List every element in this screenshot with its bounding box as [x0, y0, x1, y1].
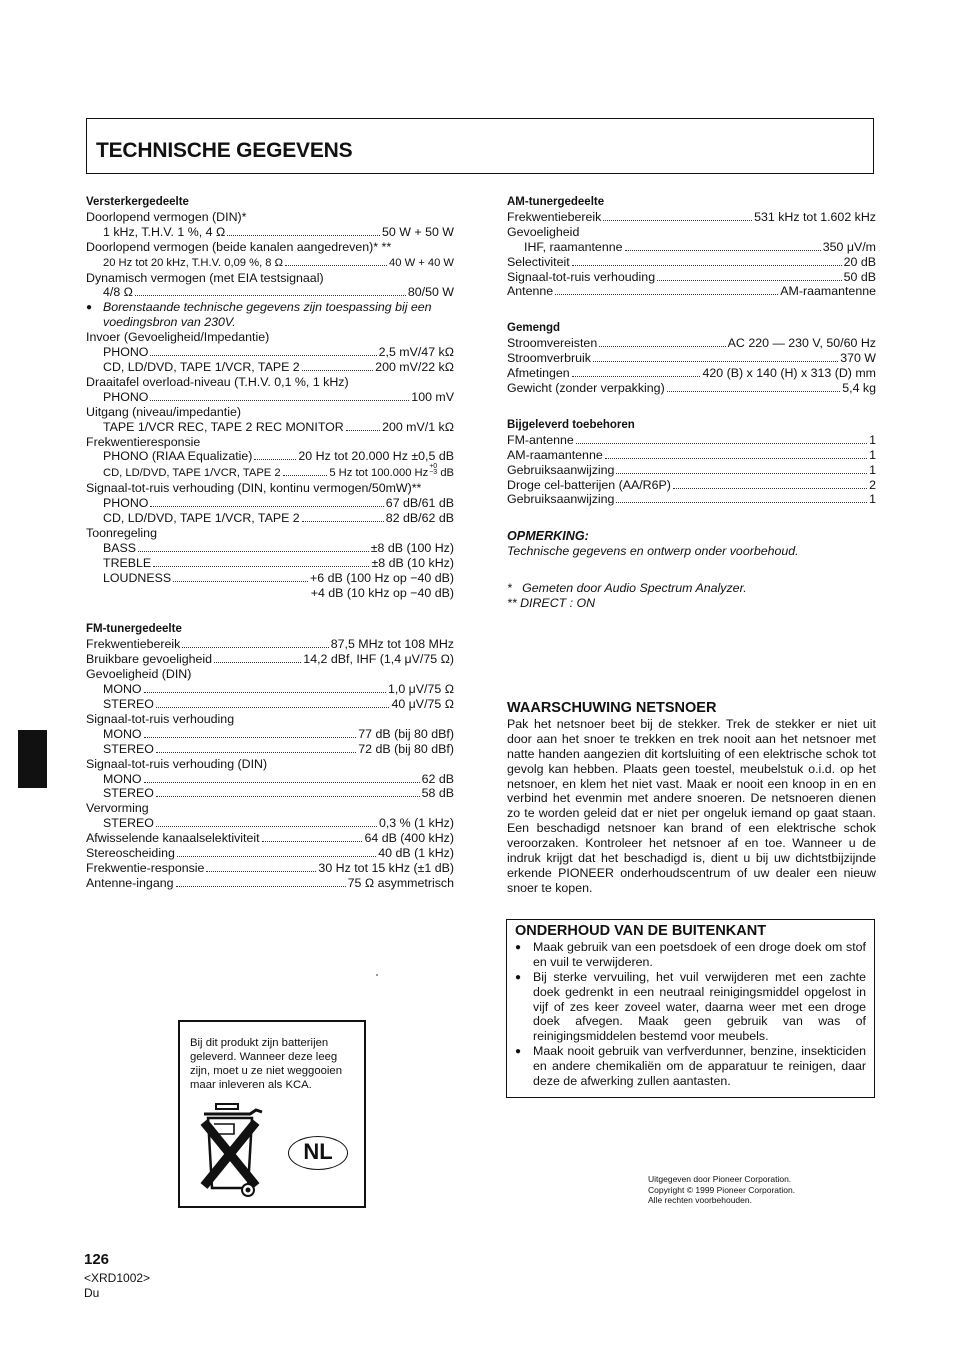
- bullet-icon: ●: [86, 302, 93, 314]
- spec-row: [86, 846, 454, 861]
- battery-disposal-box: [178, 1020, 366, 1208]
- maintenance-box: [506, 919, 875, 1098]
- spec-group-label: Signaal-tot-ruis verhouding (DIN): [86, 756, 268, 771]
- spec-row: [86, 697, 454, 712]
- spec-row: [507, 284, 876, 299]
- spec-group-label: Invoer (Gevoeligheid/Impedantie): [86, 330, 270, 345]
- spec-value: ±8 dB (100 Hz): [370, 540, 454, 555]
- spec-row: [507, 366, 876, 381]
- spec-label: Stereoscheiding: [86, 846, 175, 861]
- list-item: [515, 970, 866, 1045]
- spec-value: 20 Hz tot 20.000 Hz ±0,5 dB: [298, 449, 454, 464]
- spec-label: Frekwentie-responsie: [86, 860, 205, 875]
- spec-label: STEREO: [103, 816, 154, 831]
- spec-label: MONO: [103, 771, 142, 786]
- maintenance-heading: ONDERHOUD VAN DE BUITENKANT: [515, 923, 767, 939]
- language-code: Du: [84, 1286, 100, 1300]
- spec-row: [86, 345, 454, 360]
- spec-row: [507, 492, 876, 507]
- spec-value: AM-raamantenne: [780, 284, 876, 299]
- spec-label: CD, LD/DVD, TAPE 1/VCR, TAPE 2: [103, 511, 300, 526]
- copyright-line: Copyright © 1999 Pioneer Corporation.: [648, 1184, 796, 1195]
- spec-group-label: Gevoeligheid: [507, 224, 580, 239]
- nl-mark: NL: [288, 1136, 348, 1170]
- bullet-icon: ●: [515, 1046, 522, 1058]
- list-item: [515, 1044, 866, 1089]
- spec-label: 1 kHz, T.H.V. 1 %, 4 Ω: [103, 224, 226, 239]
- maintenance-list: [515, 940, 866, 1089]
- mixed-heading: Gemengd: [507, 322, 561, 335]
- battery-text: Bij dit produkt zijn batterijen geleverd. Wanneer deze leeg zijn, moet u ze niet weggooien maar inleveren als KCA.: [190, 1037, 342, 1091]
- spec-row: [86, 464, 454, 481]
- spec-value: 62 dB: [421, 771, 454, 786]
- spec-value: 64 dB (400 kHz): [364, 831, 454, 846]
- spec-label: Gebruiksaanwijzing: [507, 492, 615, 507]
- spec-group-label: Signaal-tot-ruis verhouding (DIN, kontinu vermogen/50mW)**: [86, 481, 422, 496]
- spec-label: TAPE 1/VCR REC, TAPE 2 REC MONITOR: [103, 419, 344, 434]
- spec-value: 50 W + 50 W: [382, 224, 454, 239]
- spec-row: [507, 255, 876, 270]
- spec-label: 20 Hz tot 20 kHz, T.H.V. 0,09 %, 8 Ω: [103, 256, 283, 269]
- spec-value: 2,5 mV/47 kΩ: [378, 345, 454, 360]
- spec-label: Frekwentiebereik: [86, 637, 181, 652]
- spec-row: [86, 652, 454, 667]
- spec-label: Stroomverbruik: [507, 351, 592, 366]
- spec-value: 75 Ω asymmetrisch: [347, 875, 454, 890]
- spec-row: [86, 390, 454, 405]
- spec-value: 420 (B) x 140 (H) x 313 (D) mm: [702, 366, 876, 381]
- spec-label: 4/8 Ω: [103, 285, 133, 300]
- spec-value-unit: dB: [440, 467, 454, 480]
- list-item-text: Bij sterke vervuiling, het vuil verwijderen met een zachte doek gedrenkt in een neutraal reinigingsmiddel opgelost in vijf of zes keer zoveel water, daarna weer met een droge doek afvegen. Maak geen gebruik van was of reinigingsmiddelen bestemd voor meubels.: [533, 969, 866, 1044]
- spec-label: CD, LD/DVD, TAPE 1/VCR, TAPE 2: [103, 467, 281, 480]
- spec-value: 80/50 W: [407, 285, 454, 300]
- spec-value: 50 dB: [843, 269, 876, 284]
- spec-row: [86, 727, 454, 742]
- spec-row: [86, 285, 454, 300]
- spec-row: [86, 496, 454, 511]
- spec-value: ±8 dB (10 kHz): [371, 555, 454, 570]
- spec-row: [86, 511, 454, 526]
- spec-value: 100 mV: [411, 389, 454, 404]
- publisher-info: [648, 1174, 795, 1206]
- spec-row: [86, 360, 454, 375]
- spec-row: [86, 255, 454, 271]
- spec-row: [86, 682, 454, 697]
- spec-label: Bruikbare gevoeligheid: [86, 652, 213, 667]
- spec-row: [507, 433, 876, 448]
- spec-value: 1: [869, 492, 876, 507]
- spec-row: [507, 448, 876, 463]
- spec-label: PHONO: [103, 345, 149, 360]
- bullet-icon: ●: [515, 941, 522, 953]
- spec-value: 58 dB: [421, 786, 454, 801]
- spec-row: [507, 210, 876, 225]
- model-code: <XRD1002>: [84, 1271, 151, 1285]
- spec-row: [86, 637, 454, 652]
- list-item: [515, 940, 866, 970]
- spec-label: Antenne-ingang: [86, 875, 174, 890]
- spec-value: 87,5 MHz tot 108 MHz: [330, 637, 454, 652]
- spec-value: 1: [869, 462, 876, 477]
- spec-note: [86, 300, 454, 330]
- spec-label: Gewicht (zonder verpakking): [507, 380, 665, 395]
- spec-value: 40 dB (1 kHz): [378, 846, 454, 861]
- spec-group-label: Uitgang (niveau/impedantie): [86, 404, 241, 419]
- title-box: [86, 118, 874, 174]
- spec-group-label: Doorlopend vermogen (beide kanalen aangedreven)* **: [86, 239, 392, 254]
- power-cord-warning: [507, 701, 876, 896]
- spec-row: [507, 240, 876, 255]
- spec-label: Droge cel-batterijen (AA/R6P): [507, 477, 671, 492]
- spec-row: [507, 463, 876, 478]
- spec-value: 1,0 μV/75 Ω: [387, 682, 454, 697]
- spec-label: LOUDNESS: [103, 570, 172, 585]
- spec-row: [507, 270, 876, 285]
- section-tab-marker: [18, 730, 47, 788]
- spec-row: [86, 541, 454, 556]
- spec-label: CD, LD/DVD, TAPE 1/VCR, TAPE 2: [103, 359, 300, 374]
- spec-group-label: Frekwentieresponsie: [86, 434, 201, 449]
- spec-label: STEREO: [103, 786, 154, 801]
- spec-row: [86, 225, 454, 240]
- spec-value: 2: [869, 477, 876, 492]
- spec-label: Afwisselende kanaalselektiviteit: [86, 831, 260, 846]
- rights-line: Alle rechten voorbehouden.: [648, 1195, 752, 1205]
- page-title: TECHNISCHE GEGEVENS: [96, 139, 353, 162]
- spec-label: Gebruiksaanwijzing: [507, 462, 615, 477]
- fm-heading: FM-tunergedeelte: [86, 623, 182, 636]
- spec-row: [86, 556, 454, 571]
- spec-row: [86, 816, 454, 831]
- list-item-text: Maak gebruik van een poetsdoek of een droge doek om stof en vuil te verwijderen.: [533, 939, 866, 969]
- spec-row: [507, 478, 876, 493]
- spec-label: MONO: [103, 726, 142, 741]
- footnote-1: [507, 581, 876, 596]
- spec-label: BASS: [103, 540, 137, 555]
- spec-label: TREBLE: [103, 555, 152, 570]
- spec-row: [86, 772, 454, 787]
- spec-label: PHONO: [103, 389, 149, 404]
- remark-heading: OPMERKING:: [507, 529, 589, 544]
- spec-row: [507, 336, 876, 351]
- spec-value: 30 Hz tot 15 kHz (±1 dB): [318, 860, 454, 875]
- publisher-line: Uitgegeven door Pioneer Corporation.: [648, 1174, 792, 1184]
- spec-label: AM-raamantenne: [507, 447, 603, 462]
- tolerance-upper: +0: [429, 463, 438, 471]
- spec-label: Frekwentiebereik: [507, 209, 602, 224]
- spec-value: 77 dB (bij 80 dBf): [358, 726, 454, 741]
- spec-value: 67 dB/61 dB: [385, 496, 454, 511]
- list-item-text: Maak nooit gebruik van verfverdunner, benzine, insekticiden en andere chemikaliën om de apparatuur te reinigen, daar deze de afwerking zullen aantasten.: [533, 1044, 866, 1089]
- spec-row: [86, 742, 454, 757]
- warning-text: Pak het netsnoer beet bij de stekker. Trek de stekker er niet uit door aan het snoer te trekken en trek nooit aan het netsnoer met natte handen aangezien dit kortsluiting of een elektrische schok tot gevolg kan hebben. Plaats geen toestel, meubelstuk o.i.d. op het netsnoer, en klem het niet vast. Maak er nooit een knoop in en en verbind het evenmin met andere snoeren. De netsnoeren dienen zo te worden geleid dat er niet per ongeluk iemand op gaat staan. Een beschadigd netsnoer kan brand of een elektrische schok veroorzaken. Kontroleer het netsnoer af en toe. Wanneer u de indruk krijgt dat het beschadigd is, dient u bij uw dichtstbijzijnde erkende PIONEER onderhoudscentrum of uw dealer een nieuw snoer te kopen.: [507, 716, 876, 895]
- spec-label: Afmetingen: [507, 366, 570, 381]
- spec-row: [86, 571, 454, 586]
- spec-group-label: Dynamisch vermogen (met EIA testsignaal): [86, 270, 324, 285]
- spec-value-continued: +4 dB (10 kHz op −40 dB): [310, 585, 454, 600]
- spec-group-label: Toonregeling: [86, 525, 157, 540]
- spec-value: 72 dB (bij 80 dBf): [358, 741, 454, 756]
- spec-label: STEREO: [103, 697, 154, 711]
- warning-heading: WAARSCHUWING NETSNOER: [507, 700, 717, 716]
- remark-text: Technische gegevens en ontwerp onder voorbehoud.: [507, 544, 799, 559]
- spec-value: 82 dB/62 dB: [385, 511, 454, 526]
- spec-value: 14,2 dBf, IHF (1,4 μV/75 Ω): [303, 652, 454, 667]
- spec-value: 40 μV/75 Ω: [391, 697, 454, 711]
- spec-label: IHF, raamantenne: [524, 239, 623, 254]
- spec-value: 370 W: [840, 351, 876, 366]
- spec-group-label: Signaal-tot-ruis verhouding: [86, 711, 235, 726]
- bullet-icon: ●: [515, 971, 522, 983]
- spec-label: MONO: [103, 682, 142, 697]
- spec-row: [507, 381, 876, 396]
- accessories-heading: Bijgeleverd toebehoren: [507, 418, 635, 431]
- spec-value: 1: [869, 447, 876, 462]
- spec-row: [86, 876, 454, 891]
- spec-label: Stroomvereisten: [507, 336, 598, 351]
- spec-value: 350 μV/m: [822, 239, 876, 254]
- spec-row: [86, 831, 454, 846]
- spec-value: [329, 464, 454, 481]
- footnote-2: ** DIRECT : ON: [507, 596, 596, 611]
- spec-value: 5,4 kg: [842, 380, 876, 395]
- spec-value: 1: [869, 432, 876, 447]
- spec-label: FM-antenne: [507, 432, 574, 447]
- crossed-bin-icon: [198, 1100, 268, 1198]
- spec-row: [86, 420, 454, 435]
- spec-value: 200 mV/22 kΩ: [375, 359, 454, 374]
- spec-row: [86, 861, 454, 876]
- spec-group-label: Gevoeligheid (DIN): [86, 667, 192, 682]
- footer-code: [84, 1271, 150, 1301]
- spec-group-label: Draaitafel overload-niveau (T.H.V. 0,1 %, 1 kHz): [86, 374, 349, 389]
- spec-group-label: Vervorming: [86, 801, 149, 816]
- right-column: [507, 195, 876, 611]
- spec-note-text: Borenstaande technische gegevens zijn toespassing bij een voedingsbron van 230V.: [103, 300, 432, 330]
- spec-value-main: 5 Hz tot 100.000 Hz: [329, 467, 429, 480]
- spec-value: 0,3 % (1 kHz): [378, 816, 454, 831]
- spec-label: PHONO (RIAA Equalizatie): [103, 449, 253, 464]
- spec-label: PHONO: [103, 496, 149, 511]
- spec-value: +6 dB (100 Hz op −40 dB): [310, 570, 454, 585]
- spec-value: AC 220 — 230 V, 50/60 Hz: [727, 336, 876, 351]
- spec-label: STEREO: [103, 741, 154, 756]
- spec-row: [86, 786, 454, 801]
- spec-label: Selectiviteit: [507, 254, 570, 269]
- spec-value: 40 W + 40 W: [389, 256, 454, 269]
- tolerance-lower: −3: [429, 469, 438, 477]
- spec-value: 20 dB: [843, 254, 876, 269]
- left-column: [86, 195, 454, 891]
- spec-value: 200 mV/1 kΩ: [382, 419, 454, 434]
- spec-label: Signaal-tot-ruis verhouding: [507, 269, 656, 284]
- spec-row: [507, 351, 876, 366]
- spec-value: 531 kHz tot 1.602 kHz: [754, 209, 876, 224]
- footnote-mark: *: [507, 581, 512, 596]
- print-speck: [376, 974, 378, 976]
- spec-group-label: Doorlopend vermogen (DIN)*: [86, 209, 247, 224]
- amp-heading: Versterkergedeelte: [86, 196, 189, 208]
- spec-label: Antenne: [507, 284, 554, 299]
- spec-row: [86, 449, 454, 464]
- page-number: 126: [84, 1251, 110, 1268]
- am-heading: AM-tunergedeelte: [507, 196, 605, 208]
- footnote-text: Gemeten door Audio Spectrum Analyzer.: [522, 581, 747, 596]
